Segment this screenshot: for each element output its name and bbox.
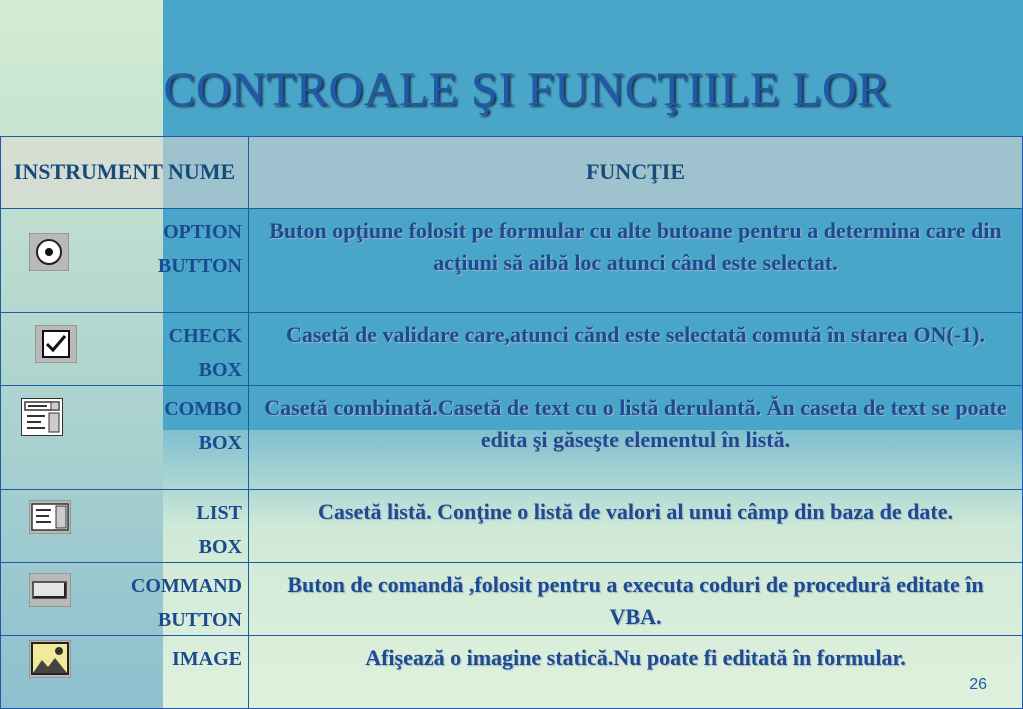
control-name: COMBO BOX	[164, 398, 242, 454]
page-number: 26	[969, 676, 987, 693]
table-row	[1, 563, 1023, 636]
header-instrument-name: INSTRUMENT NUME	[1, 137, 249, 209]
list-box-icon	[29, 500, 71, 534]
table-row	[1, 209, 1023, 313]
controls-table	[0, 136, 1023, 709]
control-name: LIST BOX	[196, 502, 242, 558]
table-header-row	[1, 137, 1023, 209]
table-row	[1, 490, 1023, 563]
name-cell	[1, 313, 249, 386]
command-button-icon	[29, 573, 71, 607]
function-description: Afişează o imagine statică.Nu poate fi editată în formular.	[249, 636, 1023, 709]
name-cell	[1, 636, 249, 709]
check-box-icon	[35, 325, 77, 363]
control-name: CHECK BOX	[168, 325, 242, 381]
control-name: IMAGE	[172, 648, 242, 670]
function-description: Casetă listă. Conţine o listă de valori al unui câmp din baza de date.	[249, 490, 1023, 563]
control-name: OPTION BUTTON	[157, 221, 242, 277]
name-cell	[1, 209, 249, 313]
name-cell	[1, 563, 249, 636]
combo-box-icon	[21, 398, 63, 436]
table-row	[1, 636, 1023, 709]
name-cell	[1, 490, 249, 563]
table-row	[1, 313, 1023, 386]
table-row	[1, 386, 1023, 490]
function-description: Casetă combinată.Casetă de text cu o listă derulantă. Ăn caseta de text se poate edita şi găseşte elementul în listă.	[249, 386, 1023, 490]
function-description: Casetă de validare care,atunci cănd este selectată comută în starea ON(-1).	[249, 313, 1023, 386]
control-name: COMMAND BUTTON	[130, 575, 242, 631]
header-function: FUNCŢIE	[249, 137, 1023, 209]
function-description: Buton opţiune folosit pe formular cu alte butoane pentru a determina care din acţiuni să aibă loc atunci când este selectat.	[249, 209, 1023, 313]
name-cell	[1, 386, 249, 490]
option-button-icon	[29, 233, 69, 271]
function-description: Buton de comandă ,folosit pentru a executa coduri de procedură editate în VBA.	[249, 563, 1023, 636]
image-icon	[29, 640, 71, 678]
slide-title: CONTROALE ŞI FUNCŢIILE LOR	[163, 63, 890, 116]
